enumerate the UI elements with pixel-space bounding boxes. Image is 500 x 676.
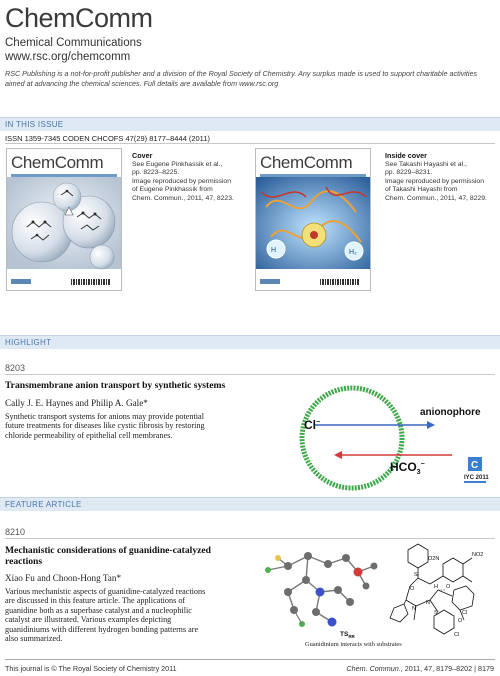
abstract-line: chloride permeability of epithelial cell membranes. xyxy=(5,430,173,440)
cover-caption-title: Inside cover xyxy=(385,151,427,160)
feature-authors: Xiao Fu and Choon-Hong Tan* xyxy=(5,573,122,583)
atom-label: N xyxy=(412,606,416,612)
svg-text:H: H xyxy=(271,247,277,254)
iyc-label: IYC 2011 xyxy=(464,475,489,481)
membrane-ring xyxy=(302,388,402,488)
highlight-authors: Cally J. E. Haynes and Philip A. Gale* xyxy=(5,398,148,408)
cover-caption-line: See Eugene Pinkhassik et al., xyxy=(132,160,223,168)
highlight-abstract xyxy=(5,412,205,440)
atom-label: O xyxy=(410,586,415,592)
atom-label: O xyxy=(458,618,463,624)
abstract-line: guanidine both as a superbase catalyst and a nucleophilic xyxy=(5,605,192,615)
atom-label: N xyxy=(426,600,430,606)
feature-abstract xyxy=(5,587,205,643)
highlight-page-number[interactable]: 8203 xyxy=(5,363,26,373)
atom-label: Cl xyxy=(454,632,460,638)
chloride-label: Cl xyxy=(304,418,316,432)
graphic-caption: Guanidinium interacts with substrates xyxy=(305,641,402,648)
atom-label: O2N xyxy=(428,556,440,562)
abstract-line: Synthetic transport systems for anions may provide potential xyxy=(5,412,204,421)
inside-cover-caption xyxy=(385,152,500,204)
cover-caption xyxy=(132,152,252,204)
issn-line: ISSN 1359-7345 CODEN CHCOFS 47(29) 8177–8444 (2011) xyxy=(5,134,210,143)
arrow-right-icon xyxy=(427,421,435,429)
iyc-underline xyxy=(464,481,486,483)
cover-caption-line: pp. 8223–8225. xyxy=(132,169,180,177)
svg-text:Cl−: Cl− xyxy=(304,418,321,432)
footer-citation xyxy=(346,664,494,673)
barcode-icon xyxy=(71,279,111,285)
anion-transport-graphic xyxy=(252,383,492,493)
atom-label: H xyxy=(434,584,438,590)
feature-title-line: Mechanistic considerations of guanidine-catalyzed xyxy=(5,545,211,556)
atom-label: Cl xyxy=(462,610,468,616)
cover-logo: ChemComm xyxy=(11,153,104,172)
atom-label: O xyxy=(446,584,451,590)
abstract-line: are discussed in this feature article. The applications of xyxy=(5,596,186,606)
highlight-band xyxy=(0,335,500,349)
abstract-line: also summarized. xyxy=(5,634,63,644)
cover-caption-line: Chem. Commun., 2011, 47, 8229. xyxy=(385,194,487,202)
svg-text:TSRR: $TS_{RR}$ xyxy=(340,631,355,639)
journal-header xyxy=(5,3,495,88)
footer-page-info: , 2011, 47, 8179–8202 | 8179 xyxy=(400,664,494,673)
atom-label: NO2 xyxy=(472,552,484,558)
svg-text:H₂: H₂ xyxy=(349,249,357,256)
cover-image[interactable] xyxy=(6,148,122,291)
atom-label: S xyxy=(434,610,438,616)
atom-label: Si xyxy=(414,572,419,578)
svg-text:HCO3−: $HCO_3^-$ xyxy=(390,460,425,476)
transition-state-label: TS xyxy=(340,631,349,638)
cover-caption-title: Cover xyxy=(132,151,153,160)
abstract-line: guanidiniums with different hydrogen bonding patterns are xyxy=(5,624,199,634)
cover-artwork xyxy=(7,177,122,287)
highlight-label: HIGHLIGHT xyxy=(5,338,52,347)
footer-divider xyxy=(5,659,495,660)
in-this-issue-label: IN THIS ISSUE xyxy=(5,120,64,129)
abstract-line: future treatments for diseases like cystic fibrosis by restoring xyxy=(5,421,205,431)
footer-copyright: This journal is © The Royal Society of Chemistry 2011 xyxy=(5,664,177,673)
inside-cover-artwork xyxy=(256,177,371,287)
feature-title[interactable] xyxy=(5,545,211,567)
inside-cover-image[interactable] xyxy=(255,148,371,291)
cover-logo: ChemComm xyxy=(260,153,353,172)
journal-url[interactable]: www.rsc.org/chemcomm xyxy=(5,51,131,63)
cover-caption-line: Image reproduced by permission xyxy=(385,177,484,185)
in-this-issue-band xyxy=(0,117,500,131)
bicarbonate-label: HCO xyxy=(390,460,417,474)
cover-caption-line: pp. 8229–8231. xyxy=(385,169,433,177)
feature-title-line: reactions xyxy=(5,556,43,567)
cover-caption-line: Chem. Commun., 2011, 47, 8223. xyxy=(132,194,234,202)
cover-caption-line: of Eugene Pinkhassik from xyxy=(132,186,213,194)
barcode-icon xyxy=(320,279,360,285)
cover-footer xyxy=(260,279,366,285)
anionophore-label: anionophore xyxy=(420,407,481,418)
journal-logo: ChemComm xyxy=(5,3,153,33)
highlight-divider xyxy=(5,374,495,375)
cover-caption-line: See Takashi Hayashi et al., xyxy=(385,160,467,168)
abstract-line: Various mechanistic aspects of guanidine-catalyzed reactions xyxy=(5,587,206,596)
publisher-disclaimer: RSC Publishing is a not-for-profit publisher and a division of the Royal Society of Chemistry. Any surplus made is used to support charitable activities aimed at advancing the chemical sciences. Full details are available from www.rsc.org xyxy=(5,69,478,88)
abstract-line: catalyst are illustrated. Various examples depicting xyxy=(5,615,172,625)
feature-article-band xyxy=(0,497,500,511)
cover-footer xyxy=(11,279,117,285)
cover-caption-line: of Takashi Hayashi from xyxy=(385,186,458,194)
journal-subtitle: Chemical Communications xyxy=(5,37,142,49)
cover-caption-line: Image reproduced by permission xyxy=(132,177,231,185)
rsc-logo-icon xyxy=(11,279,31,284)
feature-article-label: FEATURE ARTICLE xyxy=(5,500,82,509)
rsc-logo-icon xyxy=(260,279,280,284)
issn-divider xyxy=(5,143,495,144)
footer-journal: Chem. Commun. xyxy=(346,664,401,673)
guanidinium-graphic xyxy=(258,536,494,646)
highlight-title[interactable]: Transmembrane anion transport by synthetic systems xyxy=(5,380,226,391)
feature-page-number[interactable]: 8210 xyxy=(5,527,26,537)
arrow-left-icon xyxy=(334,451,342,459)
svg-text:C: C xyxy=(471,460,479,471)
